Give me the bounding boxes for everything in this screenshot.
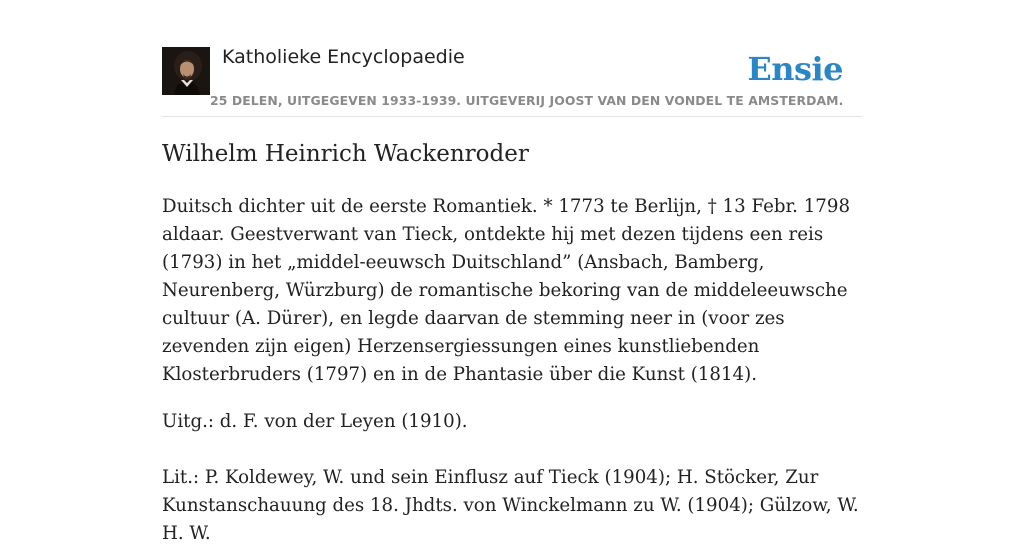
publication-header: [162, 46, 862, 117]
article-title: Wilhelm Heinrich Wackenroder: [162, 141, 529, 167]
ensie-logo-link[interactable]: Ensie: [747, 50, 843, 88]
portrait-icon: [162, 47, 210, 95]
article-paragraph: Duitsch dichter uit de eerste Romantiek. * 1773 te Berlijn, † 13 Febr. 1798 aldaar. Geestverwant van Tieck, ontdekte hij met dezen tijdens een reis (1793) in het „middel-eeuwsch Duitschland” (Ansbach, Bamberg, Neurenberg, Würzburg) de romantische bekoring van de middeleeuwsche cultuur (A. Dürer), en legde daarvan de stemming neer in (voor zes zevenden zijn eigen) Herzensergiessungen eines kunstliebenden Klosterbruders (1797) en in de Phantasie über die Kunst (1814).: [162, 196, 851, 385]
article-paragraph: Uitg.: d. F. von der Leyen (1910).: [162, 411, 468, 432]
article-paragraph: Lit.: P. Koldewey, W. und sein Einflusz auf Tieck (1904); H. Stöcker, Zur Kunstanschauung des 18. Jhdts. von Winckelmann zu W. (1904); Gülzow, W. H. W.: [162, 467, 859, 544]
publication-avatar[interactable]: [162, 47, 210, 95]
publication-subtitle: 25 DELEN, UITGEGEVEN 1933-1939. UITGEVERIJ JOOST VAN DEN VONDEL TE AMSTERDAM.: [210, 93, 844, 108]
publication-title[interactable]: Katholieke Encyclopaedie: [222, 46, 465, 68]
article: [162, 138, 866, 548]
